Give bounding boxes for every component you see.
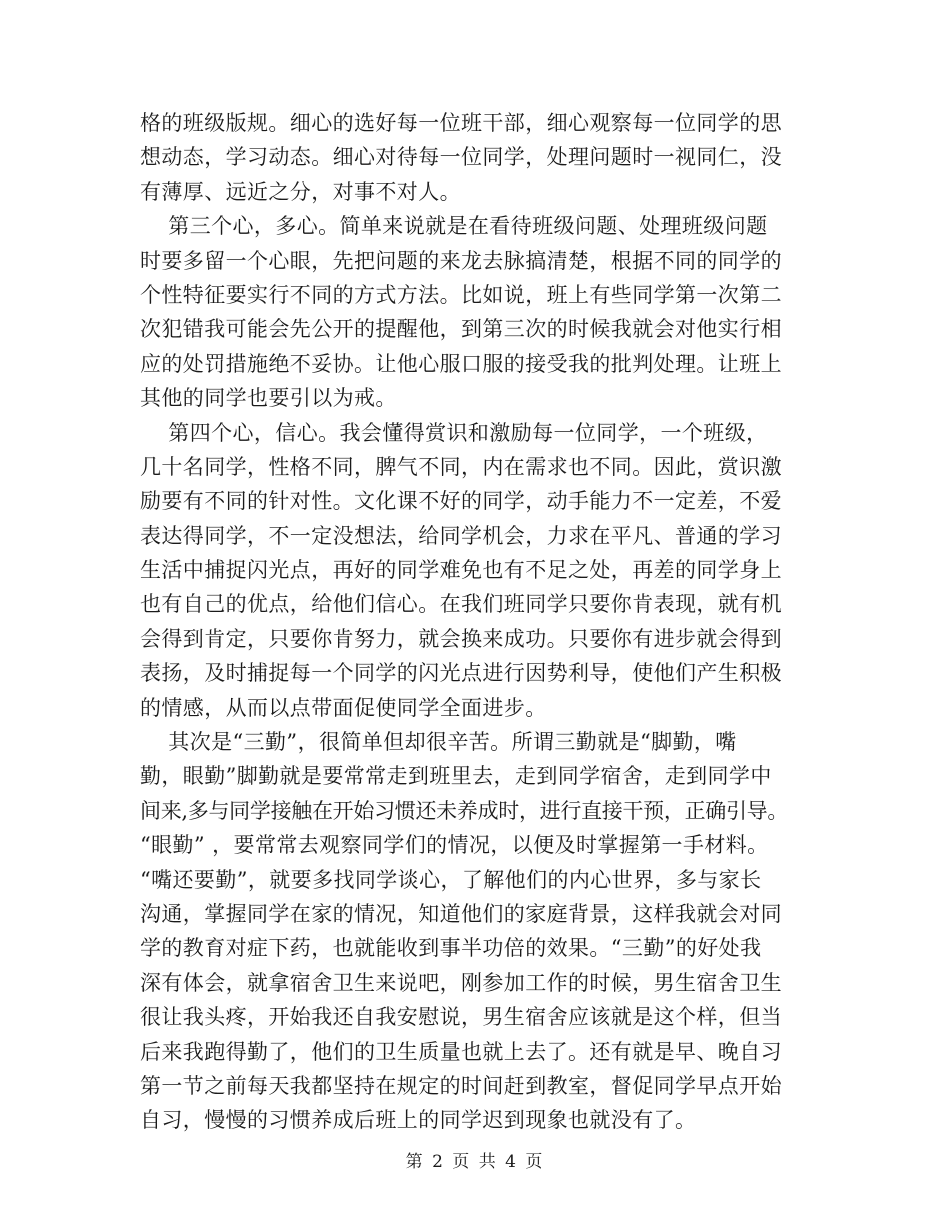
text-line: 几十名同学，性格不同，脾气不同，内在需求也不同。因此，赏识激 (140, 454, 782, 479)
page-number-footer: 第 2 页 共 4 页 (405, 1152, 545, 1172)
text-line: 想动态，学习动态。细心对待每一位同学，处理问题时一视同仁，没 (140, 145, 782, 170)
text-line: 个性特征要实行不同的方式方法。比如说，班上有些同学第一次第二 (140, 282, 782, 307)
text-line: 自习，慢慢的习惯养成后班上的同学迟到现象也就没有了。 (140, 1108, 697, 1133)
text-line: 生活中捕捉闪光点，再好的同学难免也有不足之处，再差的同学身上 (140, 558, 782, 583)
text-line: 应的处罚措施绝不妥协。让他心服口服的接受我的批判处理。让班上 (140, 351, 782, 376)
body-text (140, 106, 820, 1138)
text-line: 也有自己的优点，给他们信心。在我们班同学只要你肯表现，就有机 (140, 592, 782, 617)
text-line: 的情感，从而以点带面促使同学全面进步。 (140, 695, 547, 720)
text-line: 有薄厚、远近之分，对事不对人。 (140, 179, 461, 204)
text-line: 间来,多与同学接触在开始习惯还未养成时，进行直接干预，正确引导。 (140, 798, 789, 823)
text-line: 勤，眼勤”脚勤就是要常常走到班里去，走到同学宿舍，走到同学中 (140, 764, 772, 789)
text-line: 表达得同学，不一定没想法，给同学机会，力求在平凡、普通的学习 (140, 523, 782, 548)
text-line: 时要多留一个心眼，先把问题的来龙去脉搞清楚，根据不同的同学的 (140, 248, 782, 273)
text-line: 第一节之前每天我都坚持在规定的时间赶到教室，督促同学早点开始 (140, 1073, 782, 1098)
text-line: 深有体会，就拿宿舍卫生来说吧，刚参加工作的时候，男生宿舍卫生 (140, 970, 782, 995)
text-line: “眼勤” ，要常常去观察同学们的情况，以便及时掌握第一手材料。 (140, 833, 769, 858)
text-line: 表扬，及时捕捉每一个同学的闪光点进行因势利导，使他们产生积极 (140, 661, 782, 686)
text-line: 后来我跑得勤了，他们的卫生质量也就上去了。还有就是早、晚自习 (140, 1039, 782, 1064)
text-line: 其次是“三勤”，很简单但却很辛苦。所谓三勤就是“脚勤，嘴 (140, 730, 737, 755)
text-line: 励要有不同的针对性。文化课不好的同学，动手能力不一定差，不爱 (140, 489, 782, 514)
text-line: 其他的同学也要引以为戒。 (140, 386, 397, 411)
text-line: 格的班级版规。细心的选好每一位班干部，细心观察每一位同学的思 (140, 111, 782, 135)
text-line: 第三个心，多心。简单来说就是在看待班级问题、处理班级问题 (140, 214, 768, 239)
text-line: 次犯错我可能会先公开的提醒他，到第三次的时候我就会对他实行相 (140, 317, 782, 342)
text-line: 第四个心，信心。我会懂得赏识和激励每一位同学，一个班级， (140, 420, 768, 445)
text-line: 很让我头疼，开始我还自我安慰说，男生宿舍应该就是这个样，但当 (140, 1005, 782, 1030)
text-line: 沟通，掌握同学在家的情况，知道他们的家庭背景，这样我就会对同 (140, 901, 782, 926)
text-line: 会得到肯定，只要你肯努力，就会换来成功。只要你有进步就会得到 (140, 626, 782, 651)
text-line: 学的教育对症下药，也就能收到事半功倍的效果。“三勤”的好处我 (140, 936, 762, 961)
text-line: “嘴还要勤”，就要多找同学谈心，了解他们的内心世界，多与家长 (140, 867, 762, 892)
